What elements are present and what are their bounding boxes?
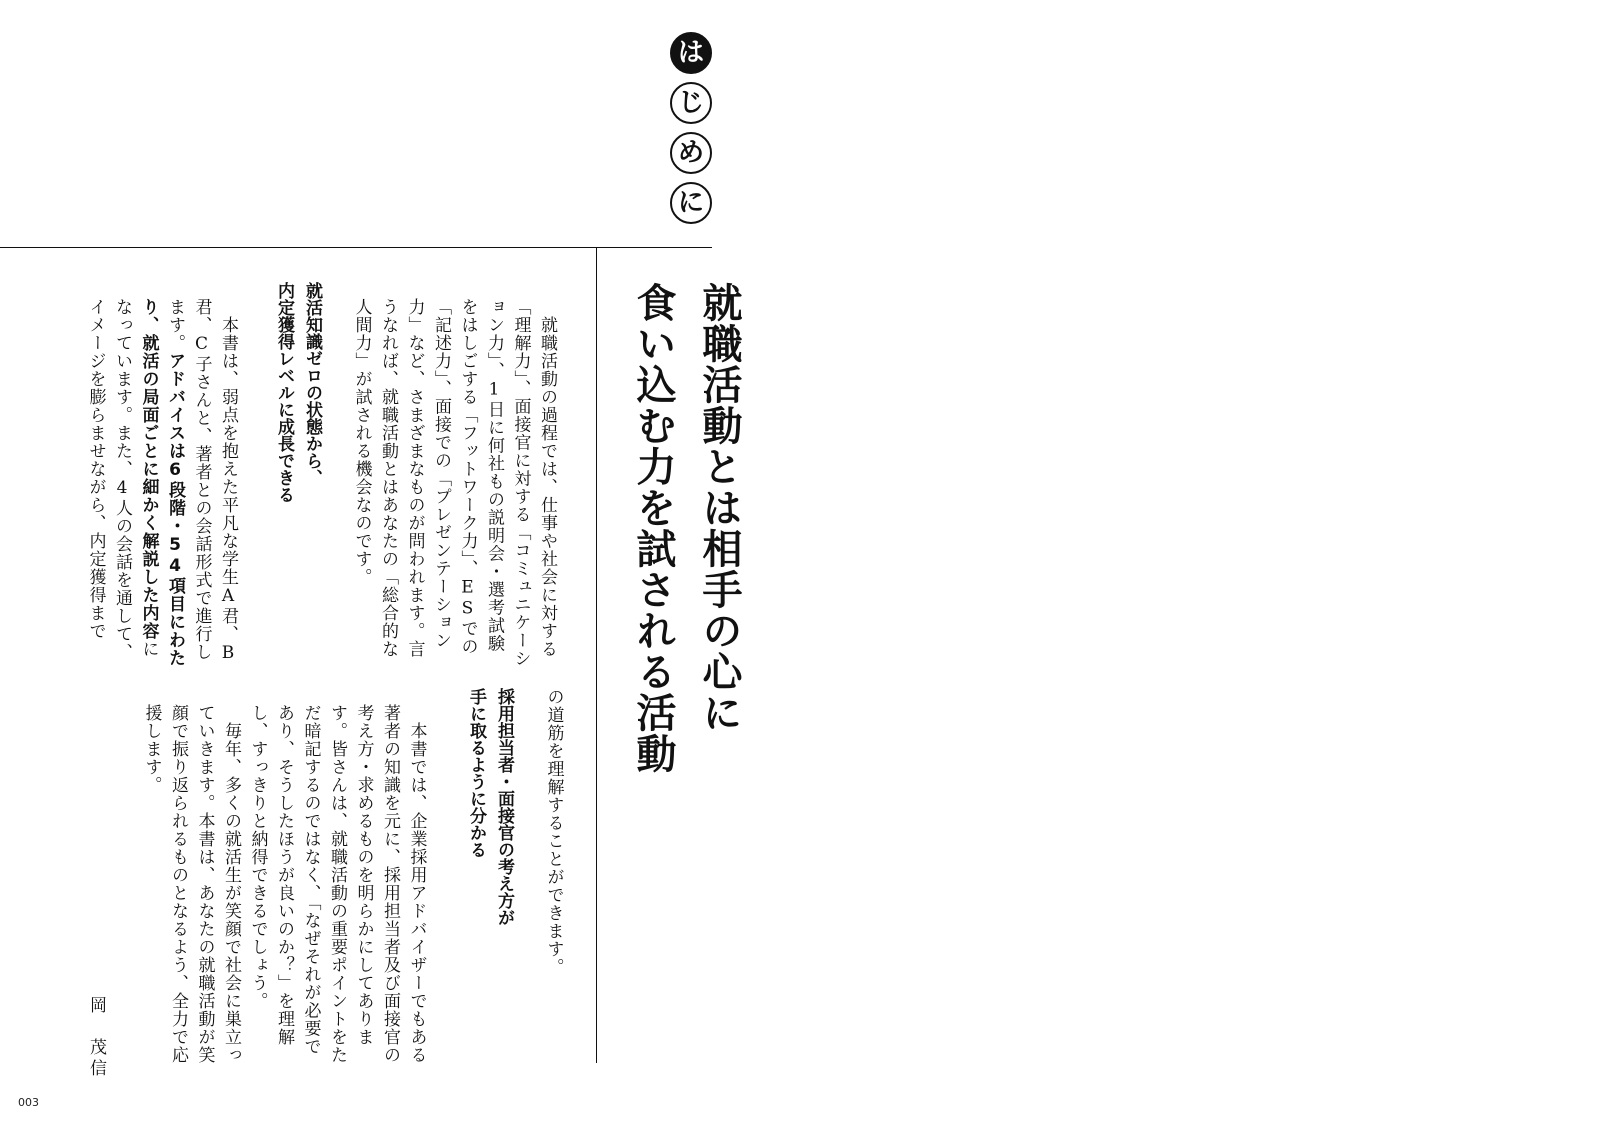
structure-text-bold: アドバイスは6段階・54項目にわたり、就活の局面ごとに細かく解説した内容 [138, 298, 185, 667]
structure-text-pre: 本書は、弱点を抱えた平凡な学生A君、B君、C子さんと、著者との会話形式で進行します。 [165, 298, 238, 664]
intro-paragraph: 就職活動の過程では、仕事や社会に対する「理解力」、面接官に対する「コミュニケーション力」、1日に何社もの説明会・選考試験をはしごする「フットワーク力」、ESでの「記述力」、面接での「プレゼンテーション力」など、さまざまなものが問われます。言うなれば、就職活動とはあなたの「総合的な人間力」が試される機会なのです。 [351, 298, 557, 668]
heading-char-3: め [670, 132, 712, 174]
author-name: 岡 茂信 [86, 996, 106, 1080]
page-number: 003 [18, 1096, 39, 1109]
heading-char-1: は [670, 32, 712, 74]
heading-char-2: じ [670, 82, 712, 124]
vertical-rule [596, 247, 597, 1063]
structure-text-post: になっています。また、4人の会話を通して、イメージを膨らませながら、内定獲得まで [85, 298, 159, 661]
chapter-heading [670, 32, 716, 232]
closing-paragraph: 本書では、企業採用アドバイザーでもある著者の知識を元に、採用担当者及び面接官の考え方・求めるものを明らかにしてあります。皆さんは、就職活動の重要ポイントをただ暗記するのではなく、「なぜそれが必要であり、そうしたほうが良いのか？」を理解し、すっきりと納得できるでしょう。 毎年、多くの就活生が笑顔で社会に巣立っていきます。本書は、あなたの就職活動が笑顔で振り返られるものとなるよう、全力で応援します。 [141, 704, 427, 1064]
horizontal-rule [0, 247, 712, 248]
subheading-interviewer: 採用担当者・面接官の考え方が 手に取るように分かる [466, 688, 514, 926]
book-structure-paragraph [82, 298, 241, 670]
heading-char-4: に [670, 182, 712, 224]
continuation-paragraph: の道筋を理解することができます。 [543, 688, 564, 976]
subheading-growth: 就活知識ゼロの状態から、 内定獲得レベルに成長できる [274, 282, 322, 503]
headline: 就職活動とは相手の心に 食い込む力を試される活動 [630, 282, 743, 774]
